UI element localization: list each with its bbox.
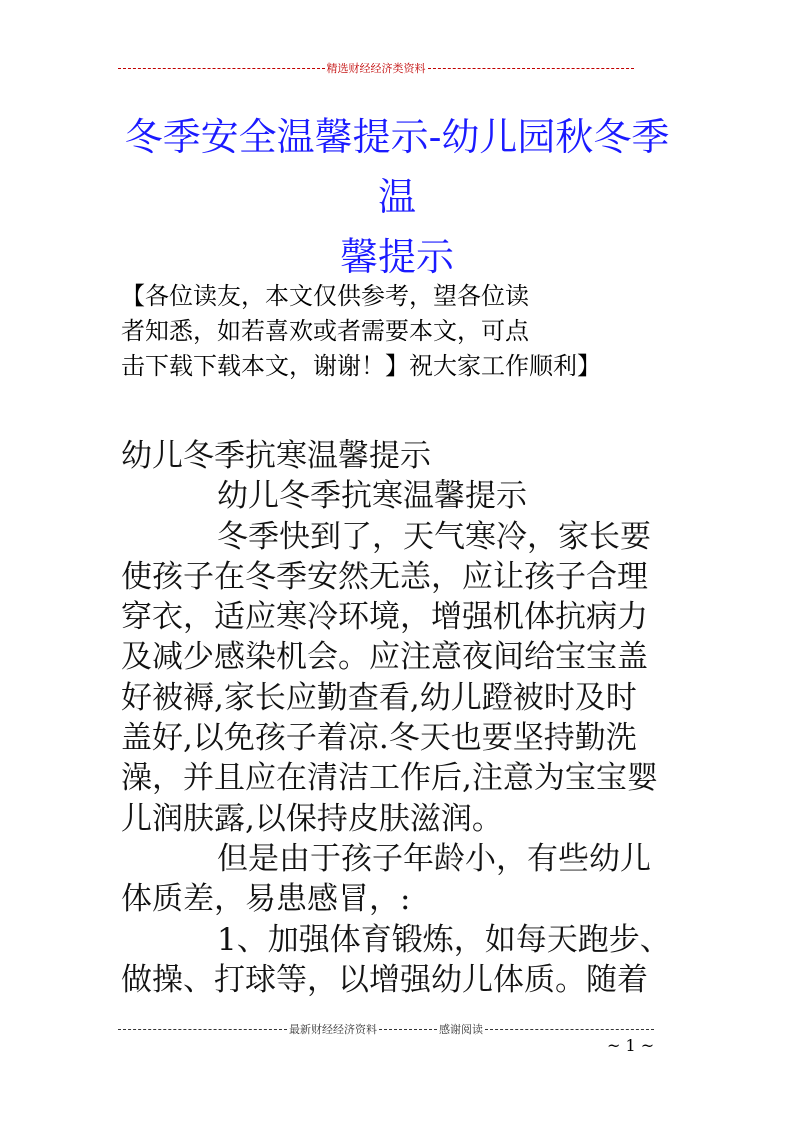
reader-notice xyxy=(121,279,681,384)
title-line-2: 馨提示 xyxy=(339,235,454,279)
paragraph-line: 做操、打球等，以增强幼儿体质。随着 xyxy=(121,961,648,998)
paragraph-line: 澡，并且应在清洁工作后,注意为宝宝婴 xyxy=(121,760,658,797)
document-body xyxy=(121,436,674,1000)
paragraph-line: 穿衣，适应寒冷环境，增强机体抗病力 xyxy=(121,599,648,636)
paragraph-line: 冬季快到了，天气寒冷，家长要 xyxy=(217,518,651,555)
paragraph-line: 体质差，易患感冒，: xyxy=(121,881,411,918)
paragraph-line: 使孩子在冬季安然无恙，应让孩子合理 xyxy=(121,558,648,595)
paragraph-line: 儿润肤露,以保持皮肤滋润。 xyxy=(121,800,503,837)
footer-rule-middle xyxy=(379,1029,437,1030)
footer-rule-right xyxy=(485,1029,654,1030)
footer-right-text: 感谢阅读 xyxy=(439,1023,483,1036)
notice-line: 【各位读友，本文仅供参考，望各位读 xyxy=(121,282,529,310)
notice-line: 者知悉，如若喜欢或者需要本文，可点 xyxy=(121,317,529,345)
notice-line: 击下载下载本文，谢谢！】祝大家工作顺利】 xyxy=(121,352,601,380)
paragraph-line: 及减少感染机会。应注意夜间给宝宝盖 xyxy=(121,639,648,676)
header-text: 精选财经经济类资料 xyxy=(326,62,426,75)
section-heading: 幼儿冬季抗寒温馨提示 xyxy=(121,438,431,474)
paragraph-line: 盖好,以免孩子着凉.冬天也要坚持勤洗 xyxy=(121,720,637,757)
title-line-1: 冬季安全温馨提示-幼儿园秋冬季温 xyxy=(124,115,670,219)
document-title xyxy=(110,107,684,287)
paragraph-line: 但是由于孩子年龄小，有些幼儿 xyxy=(217,840,651,877)
section-subheading: 幼儿冬季抗寒温馨提示 xyxy=(217,478,527,515)
page-footer xyxy=(118,1021,654,1037)
footer-rule-left xyxy=(118,1029,287,1030)
paragraph-line: 好被褥,家长应勤查看,幼儿蹬被时及时 xyxy=(121,679,637,716)
footer-left-text: 最新财经经济资料 xyxy=(289,1023,377,1036)
page-number: ~ 1 ~ xyxy=(607,1036,655,1055)
paragraph-line: 1、加强体育锻炼，如每天跑步、 xyxy=(217,921,671,958)
header-rule-right xyxy=(428,68,635,69)
header-rule-left xyxy=(118,68,325,69)
page-header xyxy=(118,60,634,76)
